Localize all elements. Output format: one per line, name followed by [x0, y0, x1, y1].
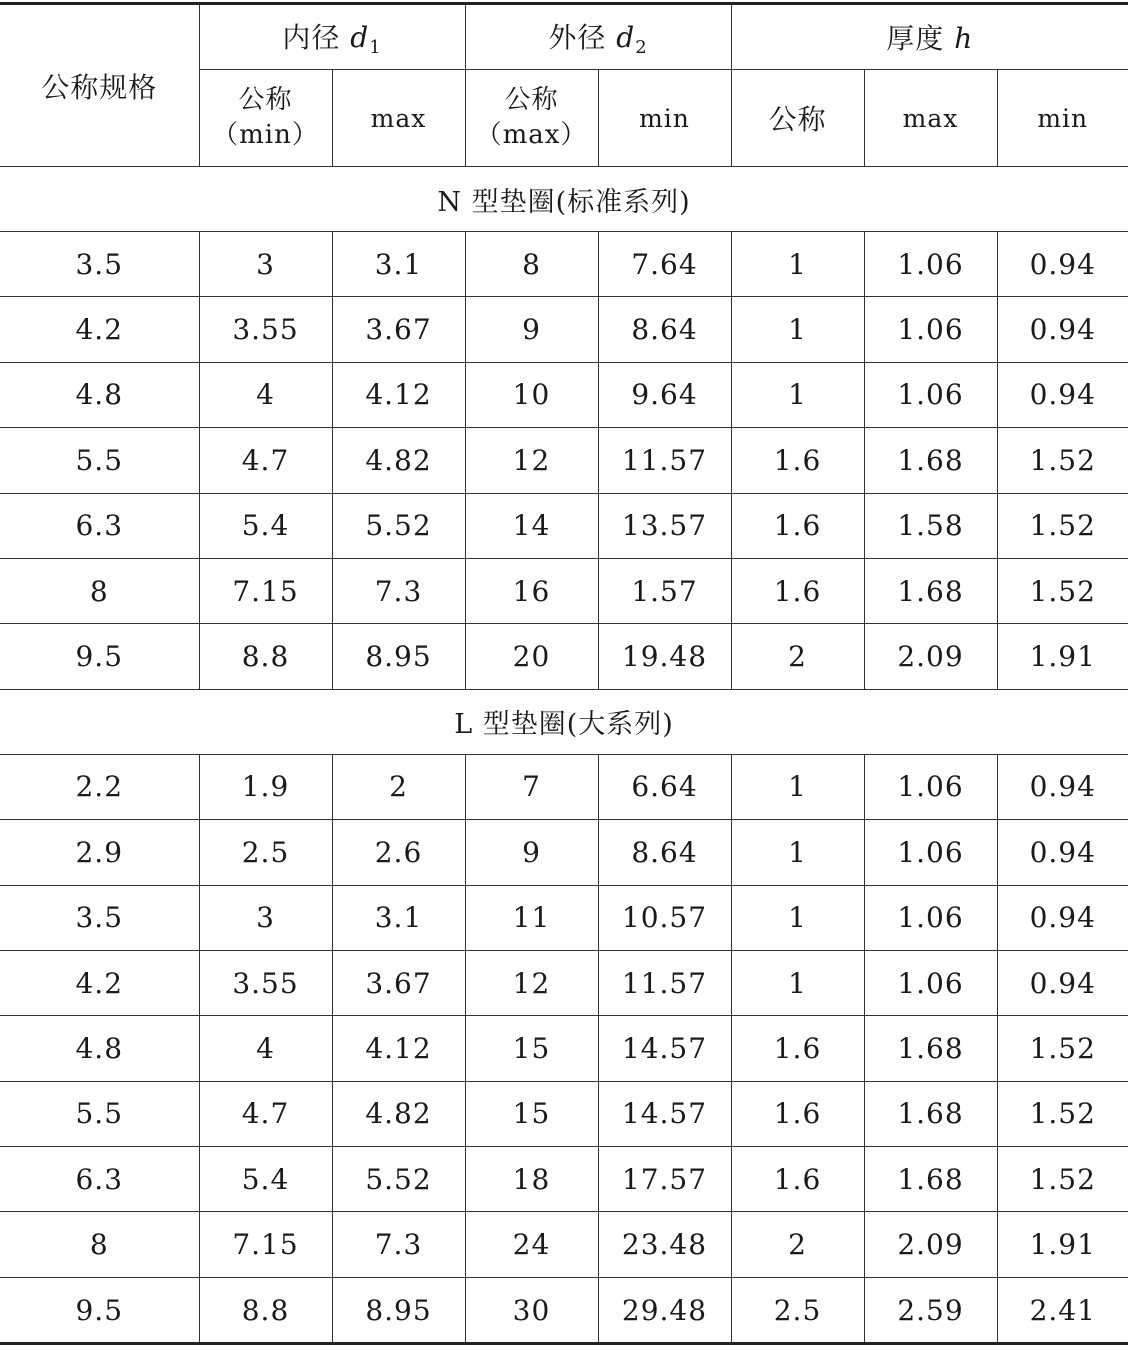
- table-cell: 9.5: [0, 1277, 199, 1343]
- table-cell: 5.5: [0, 428, 199, 493]
- table-cell: 3: [199, 885, 332, 950]
- table-cell: 1.06: [864, 232, 997, 297]
- table-cell: 11.57: [598, 428, 731, 493]
- table-cell: 0.94: [997, 754, 1128, 819]
- table-cell: 5.52: [332, 1147, 465, 1212]
- table-cell: 23.48: [598, 1212, 731, 1277]
- thickness-header: [731, 4, 1128, 70]
- table-cell: 1.6: [731, 1016, 864, 1081]
- table-cell: 4.8: [0, 1016, 199, 1081]
- table-cell: 1.58: [864, 493, 997, 558]
- table-row: [0, 820, 1128, 885]
- table-cell: 1: [731, 754, 864, 819]
- table-cell: 1.52: [997, 1147, 1128, 1212]
- table-row: [0, 1147, 1128, 1212]
- table-cell: 3.1: [332, 232, 465, 297]
- table-cell: 1.06: [864, 885, 997, 950]
- table-cell: 2.2: [0, 754, 199, 819]
- inner-max-header: max: [332, 70, 465, 167]
- inner-diameter-header: [199, 4, 465, 70]
- table-cell: 12: [465, 428, 598, 493]
- table-cell: 0.94: [997, 232, 1128, 297]
- outer-diameter-label: 外径: [548, 21, 607, 54]
- table-cell: 2.59: [864, 1277, 997, 1343]
- table-cell: 3.5: [0, 885, 199, 950]
- thickness-min-header: min: [997, 70, 1128, 167]
- table-cell: 1.68: [864, 1081, 997, 1146]
- table-cell: 10: [465, 362, 598, 427]
- table-row: [0, 1081, 1128, 1146]
- table-row: [0, 297, 1128, 362]
- header-row-1: [0, 4, 1128, 70]
- table-cell: 1.52: [997, 428, 1128, 493]
- table-cell: 3.55: [199, 297, 332, 362]
- table-cell: 1.6: [731, 493, 864, 558]
- table-cell: 1.9: [199, 754, 332, 819]
- inner-diameter-symbol: d: [350, 21, 370, 54]
- outer-min-header: min: [598, 70, 731, 167]
- table-cell: 2.5: [199, 820, 332, 885]
- table-cell: 8.8: [199, 1277, 332, 1343]
- table-row: [0, 1016, 1128, 1081]
- table-cell: 0.94: [997, 885, 1128, 950]
- table-cell: 6.3: [0, 493, 199, 558]
- table-cell: 14.57: [598, 1016, 731, 1081]
- table-cell: 5.4: [199, 493, 332, 558]
- table-cell: 1.57: [598, 558, 731, 623]
- table-cell: 1.06: [864, 754, 997, 819]
- table-cell: 4.2: [0, 950, 199, 1015]
- table-cell: 9.64: [598, 362, 731, 427]
- table-cell: 1.06: [864, 362, 997, 427]
- table-row: [0, 624, 1128, 689]
- table-row: [0, 232, 1128, 297]
- table-row: [0, 558, 1128, 623]
- table-cell: 1.91: [997, 624, 1128, 689]
- table-cell: 8: [465, 232, 598, 297]
- table-cell: 2: [332, 754, 465, 819]
- thickness-symbol: h: [954, 22, 974, 55]
- table-cell: 1.68: [864, 428, 997, 493]
- table-cell: 1: [731, 232, 864, 297]
- table-cell: 8.64: [598, 297, 731, 362]
- table-cell: 0.94: [997, 297, 1128, 362]
- table-cell: 7.3: [332, 1212, 465, 1277]
- thickness-nominal-header: 公称: [731, 70, 864, 167]
- table-cell: 2: [731, 1212, 864, 1277]
- table-row: [0, 493, 1128, 558]
- table-cell: 5.4: [199, 1147, 332, 1212]
- section-title: L 型垫圈(大系列): [0, 689, 1128, 754]
- section-row: [0, 689, 1128, 754]
- table-cell: 1.6: [731, 1081, 864, 1146]
- table-cell: 1.52: [997, 558, 1128, 623]
- outer-nominal-text: 公称: [504, 84, 559, 115]
- table-cell: 8: [0, 558, 199, 623]
- table-cell: 1.52: [997, 1016, 1128, 1081]
- table-cell: 5.52: [332, 493, 465, 558]
- table-cell: 9.5: [0, 624, 199, 689]
- thickness-label: 厚度: [886, 22, 945, 55]
- table-cell: 15: [465, 1016, 598, 1081]
- table-cell: 1.68: [864, 558, 997, 623]
- table-cell: 3.67: [332, 297, 465, 362]
- table-row: [0, 428, 1128, 493]
- table-row: [0, 1277, 1128, 1343]
- table-row: [0, 885, 1128, 950]
- thickness-max-header: max: [864, 70, 997, 167]
- outer-nominal-max-header: [465, 70, 598, 167]
- table-cell: 14.57: [598, 1081, 731, 1146]
- table-cell: 4.2: [0, 297, 199, 362]
- table-cell: 17.57: [598, 1147, 731, 1212]
- spec-header: 公称规格: [0, 4, 199, 167]
- table-cell: 2.09: [864, 624, 997, 689]
- outer-diameter-header: [465, 4, 731, 70]
- table-cell: 12: [465, 950, 598, 1015]
- table-cell: 4.7: [199, 428, 332, 493]
- table-cell: 8.95: [332, 1277, 465, 1343]
- table-cell: 1: [731, 950, 864, 1015]
- table-cell: 5.5: [0, 1081, 199, 1146]
- table-cell: 6.64: [598, 754, 731, 819]
- table-cell: 11: [465, 885, 598, 950]
- inner-diameter-subscript: 1: [369, 37, 382, 58]
- table-cell: 4.82: [332, 428, 465, 493]
- table-cell: 13.57: [598, 493, 731, 558]
- table-cell: 7.3: [332, 558, 465, 623]
- table-cell: 1.06: [864, 820, 997, 885]
- table-cell: 4.7: [199, 1081, 332, 1146]
- table-cell: 2: [731, 624, 864, 689]
- table-cell: 1.06: [864, 950, 997, 1015]
- table-cell: 7.15: [199, 1212, 332, 1277]
- table-cell: 4.12: [332, 362, 465, 427]
- table-cell: 8.64: [598, 820, 731, 885]
- table-row: [0, 362, 1128, 427]
- table-cell: 8.8: [199, 624, 332, 689]
- table-cell: 0.94: [997, 820, 1128, 885]
- table-cell: 3.1: [332, 885, 465, 950]
- table-cell: 3.55: [199, 950, 332, 1015]
- table-cell: 1: [731, 885, 864, 950]
- table-cell: 14: [465, 493, 598, 558]
- table-cell: 1.52: [997, 493, 1128, 558]
- section-row: [0, 167, 1128, 232]
- table-cell: 2.6: [332, 820, 465, 885]
- table-cell: 1: [731, 297, 864, 362]
- table-cell: 0.94: [997, 362, 1128, 427]
- table-cell: 4: [199, 362, 332, 427]
- table-row: [0, 1212, 1128, 1277]
- table-cell: 7.64: [598, 232, 731, 297]
- table-cell: 1.6: [731, 428, 864, 493]
- table-cell: 2.5: [731, 1277, 864, 1343]
- table-cell: 3.67: [332, 950, 465, 1015]
- table-cell: 20: [465, 624, 598, 689]
- table-cell: 1.06: [864, 297, 997, 362]
- table-cell: 16: [465, 558, 598, 623]
- table-cell: 7: [465, 754, 598, 819]
- table-cell: 30: [465, 1277, 598, 1343]
- table-cell: 24: [465, 1212, 598, 1277]
- table-cell: 10.57: [598, 885, 731, 950]
- table-cell: 1.6: [731, 558, 864, 623]
- table-cell: 8: [0, 1212, 199, 1277]
- outer-max-text: （max）: [475, 120, 588, 150]
- table-cell: 4: [199, 1016, 332, 1081]
- table-cell: 3: [199, 232, 332, 297]
- table-cell: 1.91: [997, 1212, 1128, 1277]
- table-cell: 18: [465, 1147, 598, 1212]
- table-cell: 9: [465, 820, 598, 885]
- table-cell: 9: [465, 297, 598, 362]
- inner-min-text: （min）: [212, 120, 319, 150]
- table-cell: 6.3: [0, 1147, 199, 1212]
- table-cell: 19.48: [598, 624, 731, 689]
- table-cell: 7.15: [199, 558, 332, 623]
- table-cell: 1: [731, 820, 864, 885]
- section-title: N 型垫圈(标准系列): [0, 167, 1128, 232]
- table-row: [0, 950, 1128, 1015]
- table-cell: 4.8: [0, 362, 199, 427]
- table-cell: 1.52: [997, 1081, 1128, 1146]
- inner-nominal-text: 公称: [238, 84, 293, 115]
- table-cell: 11.57: [598, 950, 731, 1015]
- table-cell: 29.48: [598, 1277, 731, 1343]
- table-cell: 1.6: [731, 1147, 864, 1212]
- outer-diameter-subscript: 2: [635, 37, 648, 58]
- inner-nominal-min-header: [199, 70, 332, 167]
- table-cell: 1.68: [864, 1147, 997, 1212]
- table-cell: 8.95: [332, 624, 465, 689]
- washer-dimensions-table: [0, 2, 1128, 1345]
- outer-diameter-symbol: d: [616, 21, 636, 54]
- table-cell: 4.12: [332, 1016, 465, 1081]
- table-cell: 1: [731, 362, 864, 427]
- table-row: [0, 754, 1128, 819]
- table-cell: 0.94: [997, 950, 1128, 1015]
- table-cell: 2.9: [0, 820, 199, 885]
- table-cell: 2.09: [864, 1212, 997, 1277]
- table-cell: 15: [465, 1081, 598, 1146]
- table-cell: 1.68: [864, 1016, 997, 1081]
- inner-diameter-label: 内径: [282, 21, 341, 54]
- table-cell: 4.82: [332, 1081, 465, 1146]
- table-cell: 2.41: [997, 1277, 1128, 1343]
- table-cell: 3.5: [0, 232, 199, 297]
